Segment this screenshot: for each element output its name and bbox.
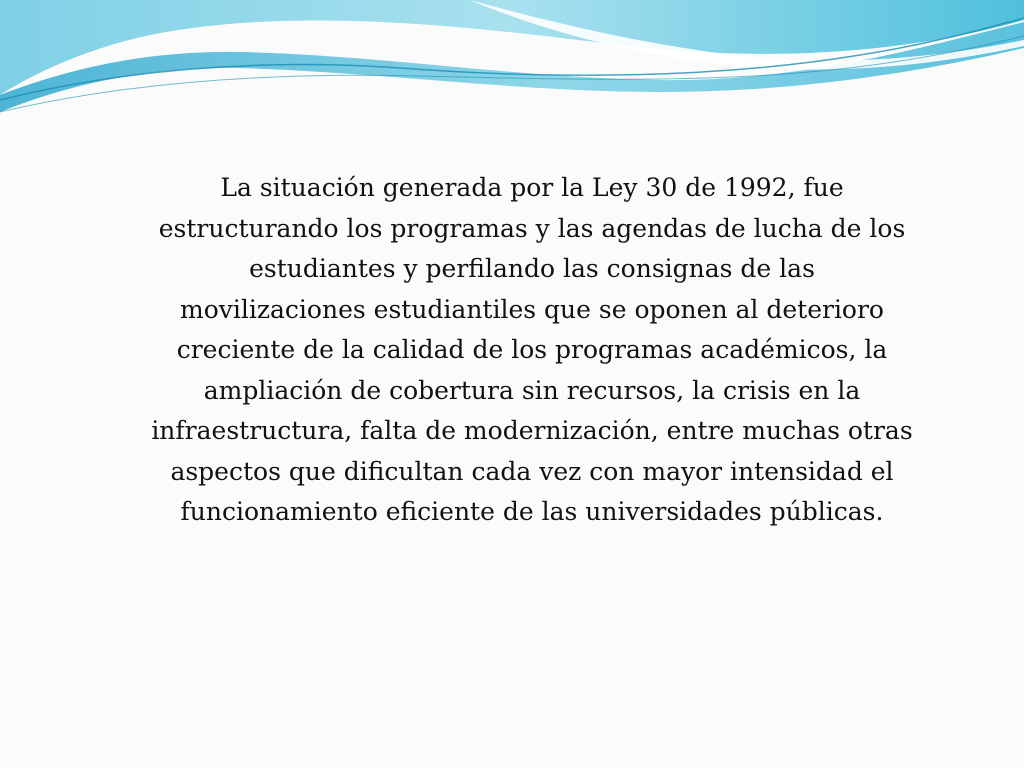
body-paragraph [92, 168, 972, 533]
body-line-7: infraestructura, falta de modernización, entre muchas otras [151, 416, 913, 445]
body-line-3: estudiantes y perfilando las consignas de las [249, 254, 815, 283]
body-line-2: estructurando los programas y las agendas de lucha de los [158, 213, 906, 243]
body-line-6: ampliación de cobertura sin recursos, la crisis en la [203, 375, 861, 405]
body-line-5: creciente de la calidad de los programas académicos, la [176, 335, 888, 364]
header-wave-decoration [0, 0, 1024, 130]
body-line-1: La situación generada por la Ley 30 de 1992, fue [220, 173, 844, 202]
body-line-4: movilizaciones estudiantiles que se oponen al deterioro [179, 294, 884, 324]
body-line-9: funcionamiento eficiente de las universidades públicas. [180, 497, 884, 526]
body-line-8: aspectos que dificultan cada vez con mayor intensidad el [170, 456, 894, 486]
